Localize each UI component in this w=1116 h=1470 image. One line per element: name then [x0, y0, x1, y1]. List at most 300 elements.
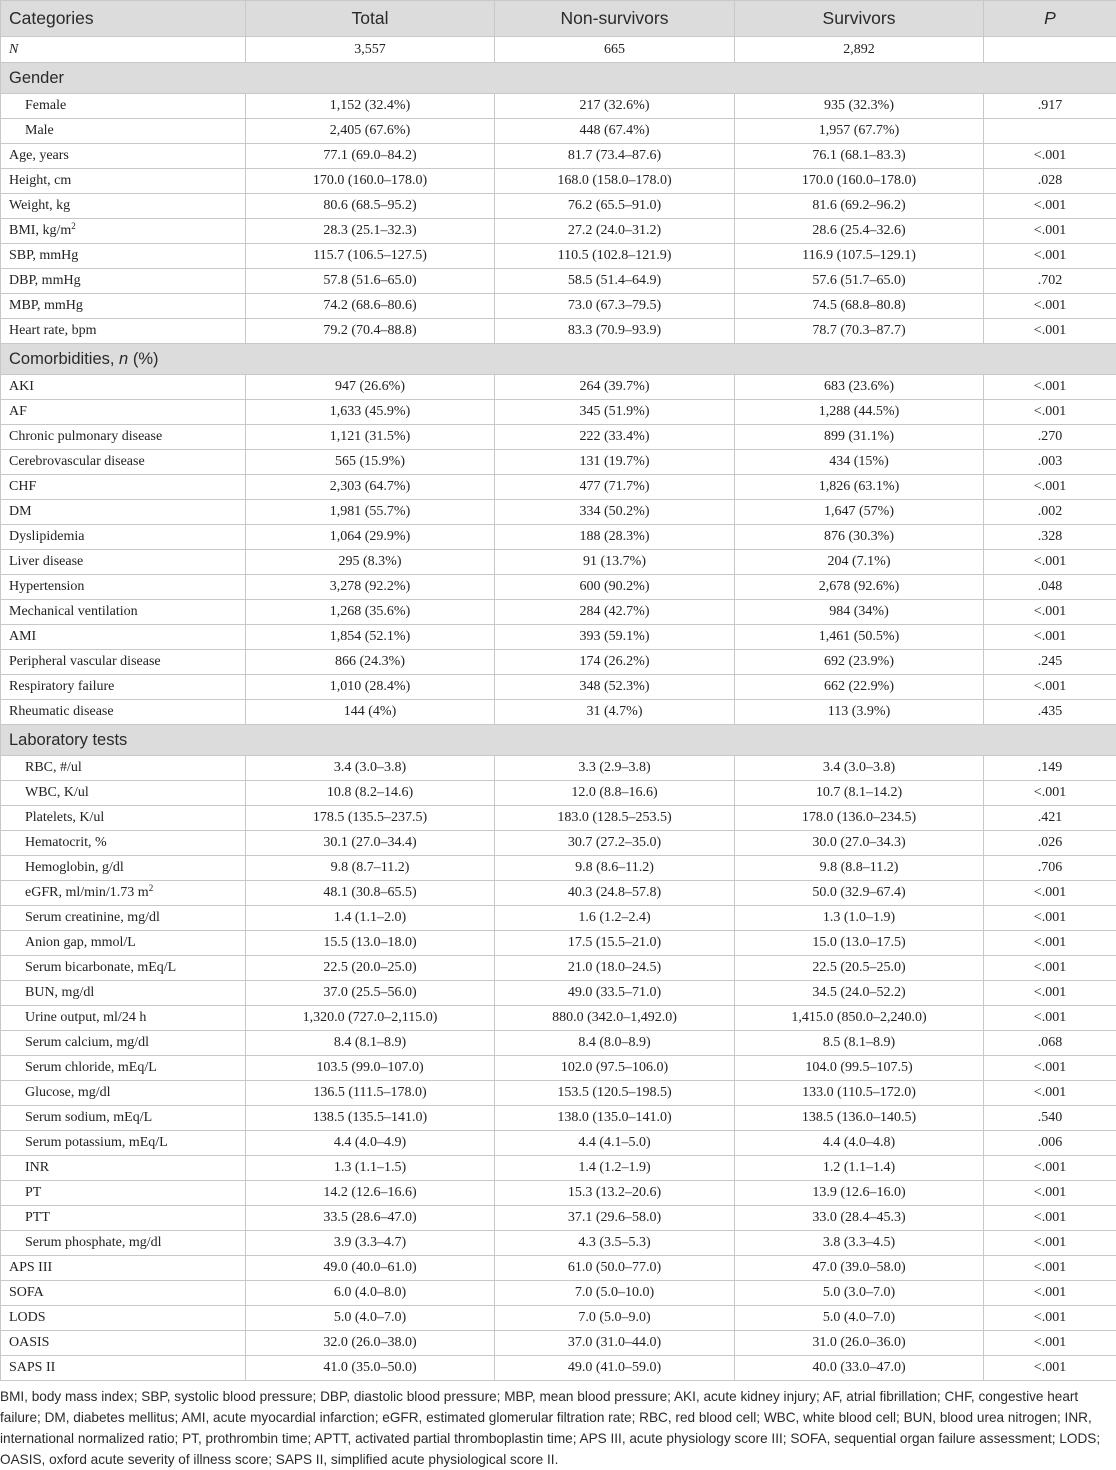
- table-header-row: [1, 1, 1116, 37]
- cell-total: 6.0 (4.0–8.0): [246, 1281, 495, 1306]
- row-label-text: Serum calcium, mg/dl: [25, 1035, 149, 1050]
- table-row: [1, 906, 1116, 931]
- row-label-text: Chronic pulmonary disease: [9, 429, 162, 444]
- cell-p: <.001: [984, 981, 1116, 1006]
- cell-survivors: 113 (3.9%): [735, 700, 984, 725]
- table-row: [1, 625, 1116, 650]
- cell-total: 15.5 (13.0–18.0): [246, 931, 495, 956]
- row-label: [1, 1331, 246, 1356]
- cell-non-survivors: 21.0 (18.0–24.5): [495, 956, 735, 981]
- table-row: [1, 475, 1116, 500]
- row-label-text: AKI: [9, 379, 34, 394]
- table-row: [1, 575, 1116, 600]
- cell-survivors: 76.1 (68.1–83.3): [735, 144, 984, 169]
- cell-total: 22.5 (20.0–25.0): [246, 956, 495, 981]
- cell-non-survivors: 131 (19.7%): [495, 450, 735, 475]
- cell-survivors: 434 (15%): [735, 450, 984, 475]
- cell-p: <.001: [984, 1306, 1116, 1331]
- cell-total: 9.8 (8.7–11.2): [246, 856, 495, 881]
- row-label-text: SBP, mmHg: [9, 248, 78, 263]
- cell-p: <.001: [984, 1081, 1116, 1106]
- cell-non-survivors: 188 (28.3%): [495, 525, 735, 550]
- row-label-text: Height, cm: [9, 173, 71, 188]
- cell-survivors: 22.5 (20.5–25.0): [735, 956, 984, 981]
- table-row: [1, 1056, 1116, 1081]
- cell-p: <.001: [984, 1256, 1116, 1281]
- cell-total: 170.0 (160.0–178.0): [246, 169, 495, 194]
- row-label-text: PTT: [25, 1210, 50, 1225]
- n-total: 3,557: [246, 37, 495, 63]
- row-label: [1, 1156, 246, 1181]
- row-label: [1, 144, 246, 169]
- cell-survivors: 1,826 (63.1%): [735, 475, 984, 500]
- row-label-text: RBC, #/ul: [25, 760, 82, 775]
- row-label-text: Platelets, K/ul: [25, 810, 104, 825]
- row-label: [1, 94, 246, 119]
- cell-non-survivors: 102.0 (97.5–106.0): [495, 1056, 735, 1081]
- cell-total: 8.4 (8.1–8.9): [246, 1031, 495, 1056]
- cell-survivors: 40.0 (33.0–47.0): [735, 1356, 984, 1381]
- cell-non-survivors: 393 (59.1%): [495, 625, 735, 650]
- row-label: [1, 269, 246, 294]
- section-title-post: (%): [128, 350, 158, 368]
- cell-survivors: 984 (34%): [735, 600, 984, 625]
- table-body: [1, 37, 1116, 1381]
- table-row: [1, 650, 1116, 675]
- cell-p: <.001: [984, 931, 1116, 956]
- row-label: [1, 219, 246, 244]
- table-row: [1, 806, 1116, 831]
- cell-survivors: 1,461 (50.5%): [735, 625, 984, 650]
- row-label: [1, 956, 246, 981]
- cell-survivors: 2,678 (92.6%): [735, 575, 984, 600]
- cell-p: <.001: [984, 1056, 1116, 1081]
- row-label: [1, 1281, 246, 1306]
- table-row: [1, 881, 1116, 906]
- row-label: [1, 881, 246, 906]
- cell-p: .068: [984, 1031, 1116, 1056]
- cell-total: 2,405 (67.6%): [246, 119, 495, 144]
- cell-p: .149: [984, 756, 1116, 781]
- cell-non-survivors: 284 (42.7%): [495, 600, 735, 625]
- cell-non-survivors: 600 (90.2%): [495, 575, 735, 600]
- cell-survivors: 1,288 (44.5%): [735, 400, 984, 425]
- cell-survivors: 15.0 (13.0–17.5): [735, 931, 984, 956]
- cell-p: .540: [984, 1106, 1116, 1131]
- table-row: [1, 1231, 1116, 1256]
- cell-total: 1,121 (31.5%): [246, 425, 495, 450]
- cell-total: 1,064 (29.9%): [246, 525, 495, 550]
- table-row: [1, 194, 1116, 219]
- cell-survivors: 138.5 (136.0–140.5): [735, 1106, 984, 1131]
- section-title-comorbidities: [1, 344, 1116, 375]
- n-survivors: 2,892: [735, 37, 984, 63]
- cell-total: 866 (24.3%): [246, 650, 495, 675]
- cell-total: 138.5 (135.5–141.0): [246, 1106, 495, 1131]
- table-row: [1, 831, 1116, 856]
- row-label: [1, 625, 246, 650]
- row-label: [1, 1181, 246, 1206]
- cell-non-survivors: 4.3 (3.5–5.3): [495, 1231, 735, 1256]
- row-label-text: Serum phosphate, mg/dl: [25, 1235, 162, 1250]
- cell-non-survivors: 4.4 (4.1–5.0): [495, 1131, 735, 1156]
- row-label-text: Dyslipidemia: [9, 529, 84, 544]
- table-row: [1, 294, 1116, 319]
- row-label: [1, 1081, 246, 1106]
- cell-survivors: 899 (31.1%): [735, 425, 984, 450]
- cell-p: .245: [984, 650, 1116, 675]
- table-row: [1, 700, 1116, 725]
- row-label-text: DBP, mmHg: [9, 273, 81, 288]
- row-label-text: BUN, mg/dl: [25, 985, 94, 1000]
- row-label: [1, 550, 246, 575]
- table-row: [1, 525, 1116, 550]
- cell-non-survivors: 334 (50.2%): [495, 500, 735, 525]
- table-row: [1, 1181, 1116, 1206]
- header-p-value: P: [984, 1, 1116, 37]
- cell-survivors: 935 (32.3%): [735, 94, 984, 119]
- cell-non-survivors: 7.0 (5.0–9.0): [495, 1306, 735, 1331]
- row-label: [1, 294, 246, 319]
- row-label-text: Respiratory failure: [9, 679, 114, 694]
- table-row: [1, 550, 1116, 575]
- cell-p: <.001: [984, 625, 1116, 650]
- row-label: [1, 906, 246, 931]
- cell-survivors: 78.7 (70.3–87.7): [735, 319, 984, 344]
- table-row: [1, 956, 1116, 981]
- table-row: [1, 119, 1116, 144]
- cell-total: 32.0 (26.0–38.0): [246, 1331, 495, 1356]
- row-label-text: Rheumatic disease: [9, 704, 114, 719]
- header-non-survivors: Non-survivors: [495, 1, 735, 37]
- row-label-text: Hematocrit, %: [25, 835, 107, 850]
- row-label: [1, 700, 246, 725]
- section-title-gender: Gender: [1, 63, 1116, 94]
- cell-non-survivors: 448 (67.4%): [495, 119, 735, 144]
- cell-survivors: 34.5 (24.0–52.2): [735, 981, 984, 1006]
- cell-p: .048: [984, 575, 1116, 600]
- header-categories: Categories: [1, 1, 246, 37]
- cell-p: <.001: [984, 906, 1116, 931]
- row-label: [1, 1306, 246, 1331]
- row-label: [1, 931, 246, 956]
- row-label: [1, 119, 246, 144]
- cell-non-survivors: 183.0 (128.5–253.5): [495, 806, 735, 831]
- table-row: [1, 1031, 1116, 1056]
- cell-non-survivors: 3.3 (2.9–3.8): [495, 756, 735, 781]
- cell-non-survivors: 222 (33.4%): [495, 425, 735, 450]
- cell-total: 1,981 (55.7%): [246, 500, 495, 525]
- cell-survivors: 178.0 (136.0–234.5): [735, 806, 984, 831]
- row-label-text: CHF: [9, 479, 36, 494]
- cell-non-survivors: 1.4 (1.2–1.9): [495, 1156, 735, 1181]
- table-row: [1, 1081, 1116, 1106]
- row-label-text: AMI: [9, 629, 36, 644]
- table-row: [1, 1206, 1116, 1231]
- row-label: [1, 169, 246, 194]
- row-label: [1, 375, 246, 400]
- cell-p: <.001: [984, 550, 1116, 575]
- section-comorbidities: [1, 344, 1116, 375]
- cell-non-survivors: 9.8 (8.6–11.2): [495, 856, 735, 881]
- row-label-text: BMI, kg/m: [9, 223, 71, 238]
- cell-non-survivors: 91 (13.7%): [495, 550, 735, 575]
- cell-survivors: 47.0 (39.0–58.0): [735, 1256, 984, 1281]
- row-label-text: Mechanical ventilation: [9, 604, 138, 619]
- table-row: [1, 450, 1116, 475]
- table-row: [1, 269, 1116, 294]
- cell-non-survivors: 76.2 (65.5–91.0): [495, 194, 735, 219]
- cell-total: 1,010 (28.4%): [246, 675, 495, 700]
- n-label: N: [1, 37, 246, 63]
- cell-non-survivors: 17.5 (15.5–21.0): [495, 931, 735, 956]
- section-laboratory-tests: [1, 725, 1116, 756]
- table-row: [1, 1156, 1116, 1181]
- table-row: [1, 319, 1116, 344]
- row-label-text: Cerebrovascular disease: [9, 454, 145, 469]
- table-row: [1, 781, 1116, 806]
- cell-total: 41.0 (35.0–50.0): [246, 1356, 495, 1381]
- table-row: [1, 1006, 1116, 1031]
- table-row: [1, 981, 1116, 1006]
- cell-total: 28.3 (25.1–32.3): [246, 219, 495, 244]
- cell-survivors: 3.8 (3.3–4.5): [735, 1231, 984, 1256]
- cell-total: 1.3 (1.1–1.5): [246, 1156, 495, 1181]
- table-row: [1, 244, 1116, 269]
- cell-p: .270: [984, 425, 1116, 450]
- cell-non-survivors: 174 (26.2%): [495, 650, 735, 675]
- row-label-text: Female: [25, 98, 66, 113]
- table-row: [1, 1131, 1116, 1156]
- row-label: [1, 425, 246, 450]
- cell-survivors: 204 (7.1%): [735, 550, 984, 575]
- row-label: [1, 1206, 246, 1231]
- row-label: [1, 194, 246, 219]
- table-row: [1, 375, 1116, 400]
- cell-non-survivors: 153.5 (120.5–198.5): [495, 1081, 735, 1106]
- cell-non-survivors: 8.4 (8.0–8.9): [495, 1031, 735, 1056]
- n-p-value: [984, 37, 1116, 63]
- cell-survivors: 876 (30.3%): [735, 525, 984, 550]
- cell-non-survivors: 30.7 (27.2–35.0): [495, 831, 735, 856]
- row-label: [1, 756, 246, 781]
- cell-survivors: 10.7 (8.1–14.2): [735, 781, 984, 806]
- cell-p: .026: [984, 831, 1116, 856]
- section-gender: [1, 63, 1116, 94]
- cell-non-survivors: 37.1 (29.6–58.0): [495, 1206, 735, 1231]
- cell-non-survivors: 81.7 (73.4–87.6): [495, 144, 735, 169]
- cell-survivors: 692 (23.9%): [735, 650, 984, 675]
- header-survivors: Survivors: [735, 1, 984, 37]
- cell-non-survivors: 61.0 (50.0–77.0): [495, 1256, 735, 1281]
- cell-p: .003: [984, 450, 1116, 475]
- cell-non-survivors: 40.3 (24.8–57.8): [495, 881, 735, 906]
- cell-survivors: 683 (23.6%): [735, 375, 984, 400]
- cell-p: <.001: [984, 1156, 1116, 1181]
- row-label: [1, 1256, 246, 1281]
- row-label-text: Age, years: [9, 148, 69, 163]
- row-label: [1, 1031, 246, 1056]
- row-label-superscript: 2: [149, 883, 154, 893]
- cell-survivors: 9.8 (8.8–11.2): [735, 856, 984, 881]
- table-row: [1, 400, 1116, 425]
- cell-total: 33.5 (28.6–47.0): [246, 1206, 495, 1231]
- cell-survivors: 1,957 (67.7%): [735, 119, 984, 144]
- cell-total: 48.1 (30.8–65.5): [246, 881, 495, 906]
- cell-survivors: 1,415.0 (850.0–2,240.0): [735, 1006, 984, 1031]
- cell-non-survivors: 264 (39.7%): [495, 375, 735, 400]
- cell-p: <.001: [984, 1006, 1116, 1031]
- cell-p: [984, 119, 1116, 144]
- cell-p: .006: [984, 1131, 1116, 1156]
- row-label: [1, 319, 246, 344]
- row-label-text: WBC, K/ul: [25, 785, 89, 800]
- table-row: [1, 144, 1116, 169]
- table-footnote: BMI, body mass index; SBP, systolic blood pressure; DBP, diastolic blood pressure; MBP, mean blood pressure; AKI, acute kidney injury; AF, atrial fibrillation; CHF, congestive heart failure; DM, diabetes mellitus; AMI, acute myocardial infarction; eGFR, estimated glomerular filtration rate; RBC, red blood cell; WBC, white blood cell; BUN, blood urea nitrogen; INR, international normalized ratio; PT, prothrombin time; APTT, activated partial thromboplastin time; APS III, acute physiology score III; SOFA, sequential organ failure assessment; LODS; OASIS, oxford acute severity of illness score; SAPS II, simplified acute physiological score II.: [0, 1386, 1112, 1470]
- cell-total: 74.2 (68.6–80.6): [246, 294, 495, 319]
- cell-total: 115.7 (106.5–127.5): [246, 244, 495, 269]
- cell-p: <.001: [984, 1206, 1116, 1231]
- cell-non-survivors: 58.5 (51.4–64.9): [495, 269, 735, 294]
- row-label-text: Heart rate, bpm: [9, 323, 96, 338]
- row-label-text: Hemoglobin, g/dl: [25, 860, 124, 875]
- section-title-laboratory: Laboratory tests: [9, 731, 127, 749]
- row-label: [1, 1131, 246, 1156]
- cell-non-survivors: 477 (71.7%): [495, 475, 735, 500]
- cell-non-survivors: 217 (32.6%): [495, 94, 735, 119]
- cell-non-survivors: 880.0 (342.0–1,492.0): [495, 1006, 735, 1031]
- table-row: [1, 931, 1116, 956]
- row-label-text: PT: [25, 1185, 41, 1200]
- cell-non-survivors: 37.0 (31.0–44.0): [495, 1331, 735, 1356]
- row-label-text: Weight, kg: [9, 198, 70, 213]
- cell-total: 14.2 (12.6–16.6): [246, 1181, 495, 1206]
- row-label-text: Serum potassium, mEq/L: [25, 1135, 168, 1150]
- cell-p: <.001: [984, 881, 1116, 906]
- table-row: [1, 1281, 1116, 1306]
- table-row: [1, 1356, 1116, 1381]
- cell-p: .328: [984, 525, 1116, 550]
- row-label: [1, 475, 246, 500]
- cell-non-survivors: 73.0 (67.3–79.5): [495, 294, 735, 319]
- cell-survivors: 57.6 (51.7–65.0): [735, 269, 984, 294]
- section-title-italic: n: [119, 350, 128, 368]
- cell-survivors: 1.3 (1.0–1.9): [735, 906, 984, 931]
- cell-total: 4.4 (4.0–4.9): [246, 1131, 495, 1156]
- cell-non-survivors: 110.5 (102.8–121.9): [495, 244, 735, 269]
- row-label: [1, 500, 246, 525]
- cell-survivors: 104.0 (99.5–107.5): [735, 1056, 984, 1081]
- row-label: [1, 831, 246, 856]
- cell-survivors: 662 (22.9%): [735, 675, 984, 700]
- row-label: [1, 1356, 246, 1381]
- cell-survivors: 50.0 (32.9–67.4): [735, 881, 984, 906]
- row-label-superscript: 2: [71, 221, 76, 231]
- row-label-text: Serum creatinine, mg/dl: [25, 910, 160, 925]
- cell-survivors: 81.6 (69.2–96.2): [735, 194, 984, 219]
- row-label-text: LODS: [9, 1310, 46, 1325]
- row-label: [1, 450, 246, 475]
- row-label-text: Urine output, ml/24 h: [25, 1010, 146, 1025]
- cell-survivors: 1,647 (57%): [735, 500, 984, 525]
- table-row: [1, 1106, 1116, 1131]
- row-label-text: Hypertension: [9, 579, 84, 594]
- cell-non-survivors: 27.2 (24.0–31.2): [495, 219, 735, 244]
- row-label: [1, 1106, 246, 1131]
- cell-p: <.001: [984, 194, 1116, 219]
- cell-total: 5.0 (4.0–7.0): [246, 1306, 495, 1331]
- cell-total: 178.5 (135.5–237.5): [246, 806, 495, 831]
- cell-total: 136.5 (111.5–178.0): [246, 1081, 495, 1106]
- cell-total: 1,268 (35.6%): [246, 600, 495, 625]
- cell-survivors: 3.4 (3.0–3.8): [735, 756, 984, 781]
- n-non-survivors: 665: [495, 37, 735, 63]
- table-row: [1, 675, 1116, 700]
- cell-survivors: 8.5 (8.1–8.9): [735, 1031, 984, 1056]
- row-label: [1, 981, 246, 1006]
- cell-survivors: 170.0 (160.0–178.0): [735, 169, 984, 194]
- section-title-pre: Comorbidities,: [9, 350, 119, 368]
- cell-survivors: 33.0 (28.4–45.3): [735, 1206, 984, 1231]
- cell-total: 2,303 (64.7%): [246, 475, 495, 500]
- cell-survivors: 28.6 (25.4–32.6): [735, 219, 984, 244]
- row-label-text: APS III: [9, 1260, 52, 1275]
- cell-p: <.001: [984, 1356, 1116, 1381]
- cell-p: .435: [984, 700, 1116, 725]
- table-row: [1, 756, 1116, 781]
- cell-total: 30.1 (27.0–34.4): [246, 831, 495, 856]
- cell-p: <.001: [984, 1281, 1116, 1306]
- cell-non-survivors: 345 (51.9%): [495, 400, 735, 425]
- cell-p: .421: [984, 806, 1116, 831]
- section-title-laboratory-tests: [1, 725, 1116, 756]
- cell-non-survivors: 168.0 (158.0–178.0): [495, 169, 735, 194]
- cell-survivors: 5.0 (3.0–7.0): [735, 1281, 984, 1306]
- cell-total: 49.0 (40.0–61.0): [246, 1256, 495, 1281]
- row-label: [1, 600, 246, 625]
- row-label-text: INR: [25, 1160, 49, 1175]
- cell-survivors: 1.2 (1.1–1.4): [735, 1156, 984, 1181]
- row-label: [1, 1231, 246, 1256]
- cell-p: <.001: [984, 675, 1116, 700]
- cell-non-survivors: 49.0 (33.5–71.0): [495, 981, 735, 1006]
- cell-survivors: 4.4 (4.0–4.8): [735, 1131, 984, 1156]
- cell-non-survivors: 12.0 (8.8–16.6): [495, 781, 735, 806]
- cell-p: .702: [984, 269, 1116, 294]
- cell-survivors: 116.9 (107.5–129.1): [735, 244, 984, 269]
- cell-non-survivors: 49.0 (41.0–59.0): [495, 1356, 735, 1381]
- row-label: [1, 575, 246, 600]
- row-label-text: DM: [9, 504, 32, 519]
- cell-survivors: 31.0 (26.0–36.0): [735, 1331, 984, 1356]
- row-label-text: Serum bicarbonate, mEq/L: [25, 960, 176, 975]
- cell-p: <.001: [984, 319, 1116, 344]
- cell-survivors: 13.9 (12.6–16.0): [735, 1181, 984, 1206]
- cell-non-survivors: 348 (52.3%): [495, 675, 735, 700]
- cell-survivors: 74.5 (68.8–80.8): [735, 294, 984, 319]
- cell-p: <.001: [984, 781, 1116, 806]
- table-row: [1, 219, 1116, 244]
- cell-total: 10.8 (8.2–14.6): [246, 781, 495, 806]
- row-label: [1, 675, 246, 700]
- cell-non-survivors: 138.0 (135.0–141.0): [495, 1106, 735, 1131]
- cell-non-survivors: 83.3 (70.9–93.9): [495, 319, 735, 344]
- cell-total: 3.4 (3.0–3.8): [246, 756, 495, 781]
- cell-survivors: 5.0 (4.0–7.0): [735, 1306, 984, 1331]
- table-row: [1, 169, 1116, 194]
- cell-p: <.001: [984, 1231, 1116, 1256]
- cell-total: 37.0 (25.5–56.0): [246, 981, 495, 1006]
